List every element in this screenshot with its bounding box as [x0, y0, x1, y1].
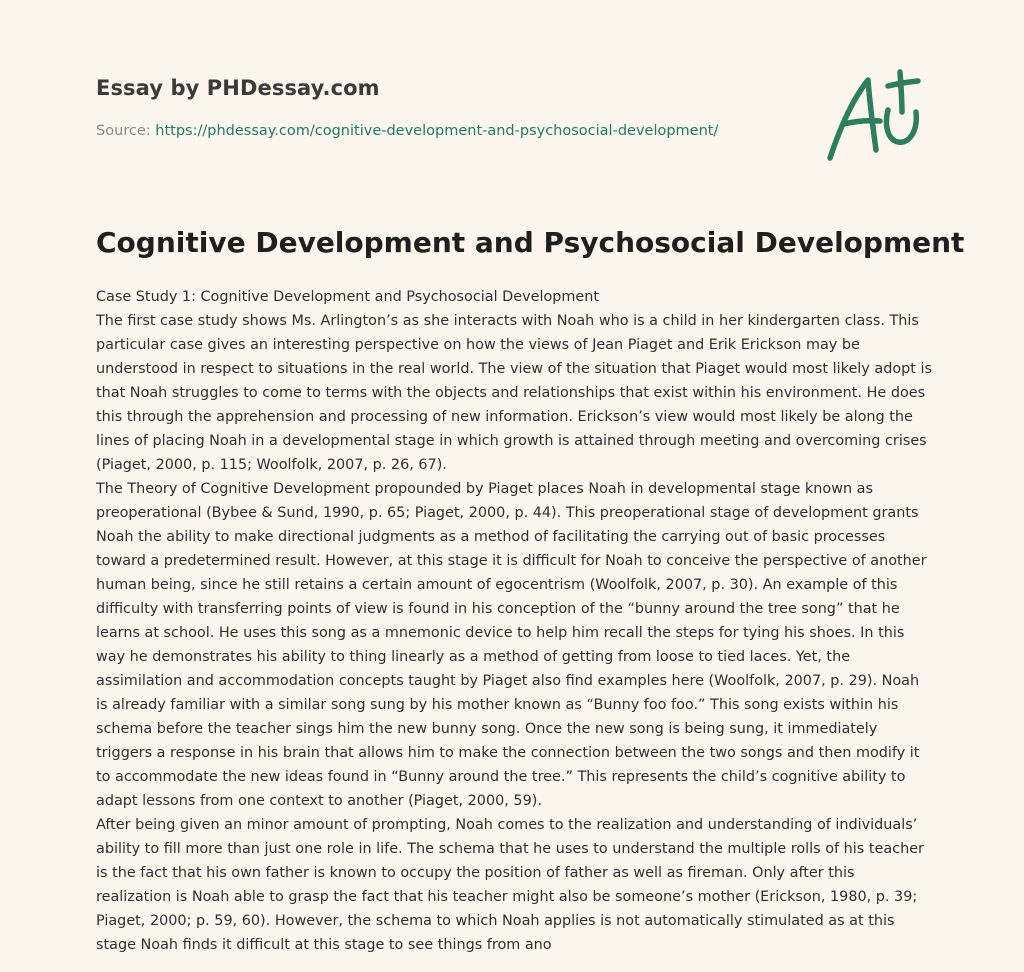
paragraph: The Theory of Cognitive Development propounded by Piaget places Noah in developmental stage known as preoperational (Bybee & Sund, 1990, p. 65; Piaget, 2000, p. 44). This preoperational stage of development grants Noah the ability to make directional judgments as a method of facilitating the carrying out of basic processes toward a predetermined result. However, at this stage it is difficult for Noah to conceive the perspective of another human being, since he still retains a certain amount of egocentrism (Woolfolk, 2007, p. 30). An example of this difficulty with transferring points of view is found in his conception of the “bunny around the tree song” that he learns at school. He uses this song as a mnemonic device to help him recall the steps for tying his shoes. In this way he demonstrates his ability to thing linearly as a method of getting from loose to tied laces. Yet, the assimilation and accommodation concepts taught by Piaget also find examples here (Woolfolk, 2007, p. 29). Noah is already familiar with a similar song sung by his mother known as “Bunny foo foo.” This song exists within his schema before the teacher sings him the new bunny song. Once the new song is being sung, it immediately triggers a response in his brain that allows him to make the connection between the two songs and then modify it to accommodate the new ideas found in “Bunny around the tree.” This represents the child’s cognitive ability to adapt lessons from one context to another (Piaget, 2000, 59).: [96, 481, 927, 809]
source-line: [96, 123, 718, 139]
paragraph: After being given an minor amount of prompting, Noah comes to the realization and understanding of individuals’ ability to fill more than just one role in life. The schema that he uses to understand the multiple rolls of his teacher is the fact that his own father is known to occupy the position of father as well as fireman. Only after this realization is Noah able to grasp the fact that his teacher might also be someone’s mother (Erickson, 1980, p. 39; Piaget, 2000; p. 59, 60). However, the schema to which Noah applies is not automatically stimulated as at this stage Noah finds it difficult at this stage to see things from ano: [96, 817, 924, 953]
a-plus-grade-icon: [818, 66, 928, 166]
paragraph-case-heading: Case Study 1: Cognitive Development and Psychosocial Development: [96, 289, 600, 305]
site-title: Essay by PHDessay.com: [96, 76, 380, 100]
source-link[interactable]: https://phdessay.com/cognitive-development-and-psychosocial-development/: [155, 123, 719, 139]
essay-body: [96, 285, 932, 957]
paragraph: The first case study shows Ms. Arlington’s as she interacts with Noah who is a child in her kindergarten class. This particular case gives an interesting perspective on how the views of Jean Piaget and Erik Erickson may be understood in respect to situations in the real world. The view of the situation that Piaget would most likely adopt is that Noah struggles to come to terms with the objects and relationships that exist within his environment. He does this through the apprehension and processing of new information. Erickson’s view would most likely be along the lines of placing Noah in a developmental stage in which growth is attained through meeting and overcoming crises (Piaget, 2000, p. 115; Woolfolk, 2007, p. 26, 67).: [96, 313, 932, 473]
source-label: Source:: [96, 123, 156, 139]
essay-title: Cognitive Development and Psychosocial Development: [96, 226, 965, 259]
